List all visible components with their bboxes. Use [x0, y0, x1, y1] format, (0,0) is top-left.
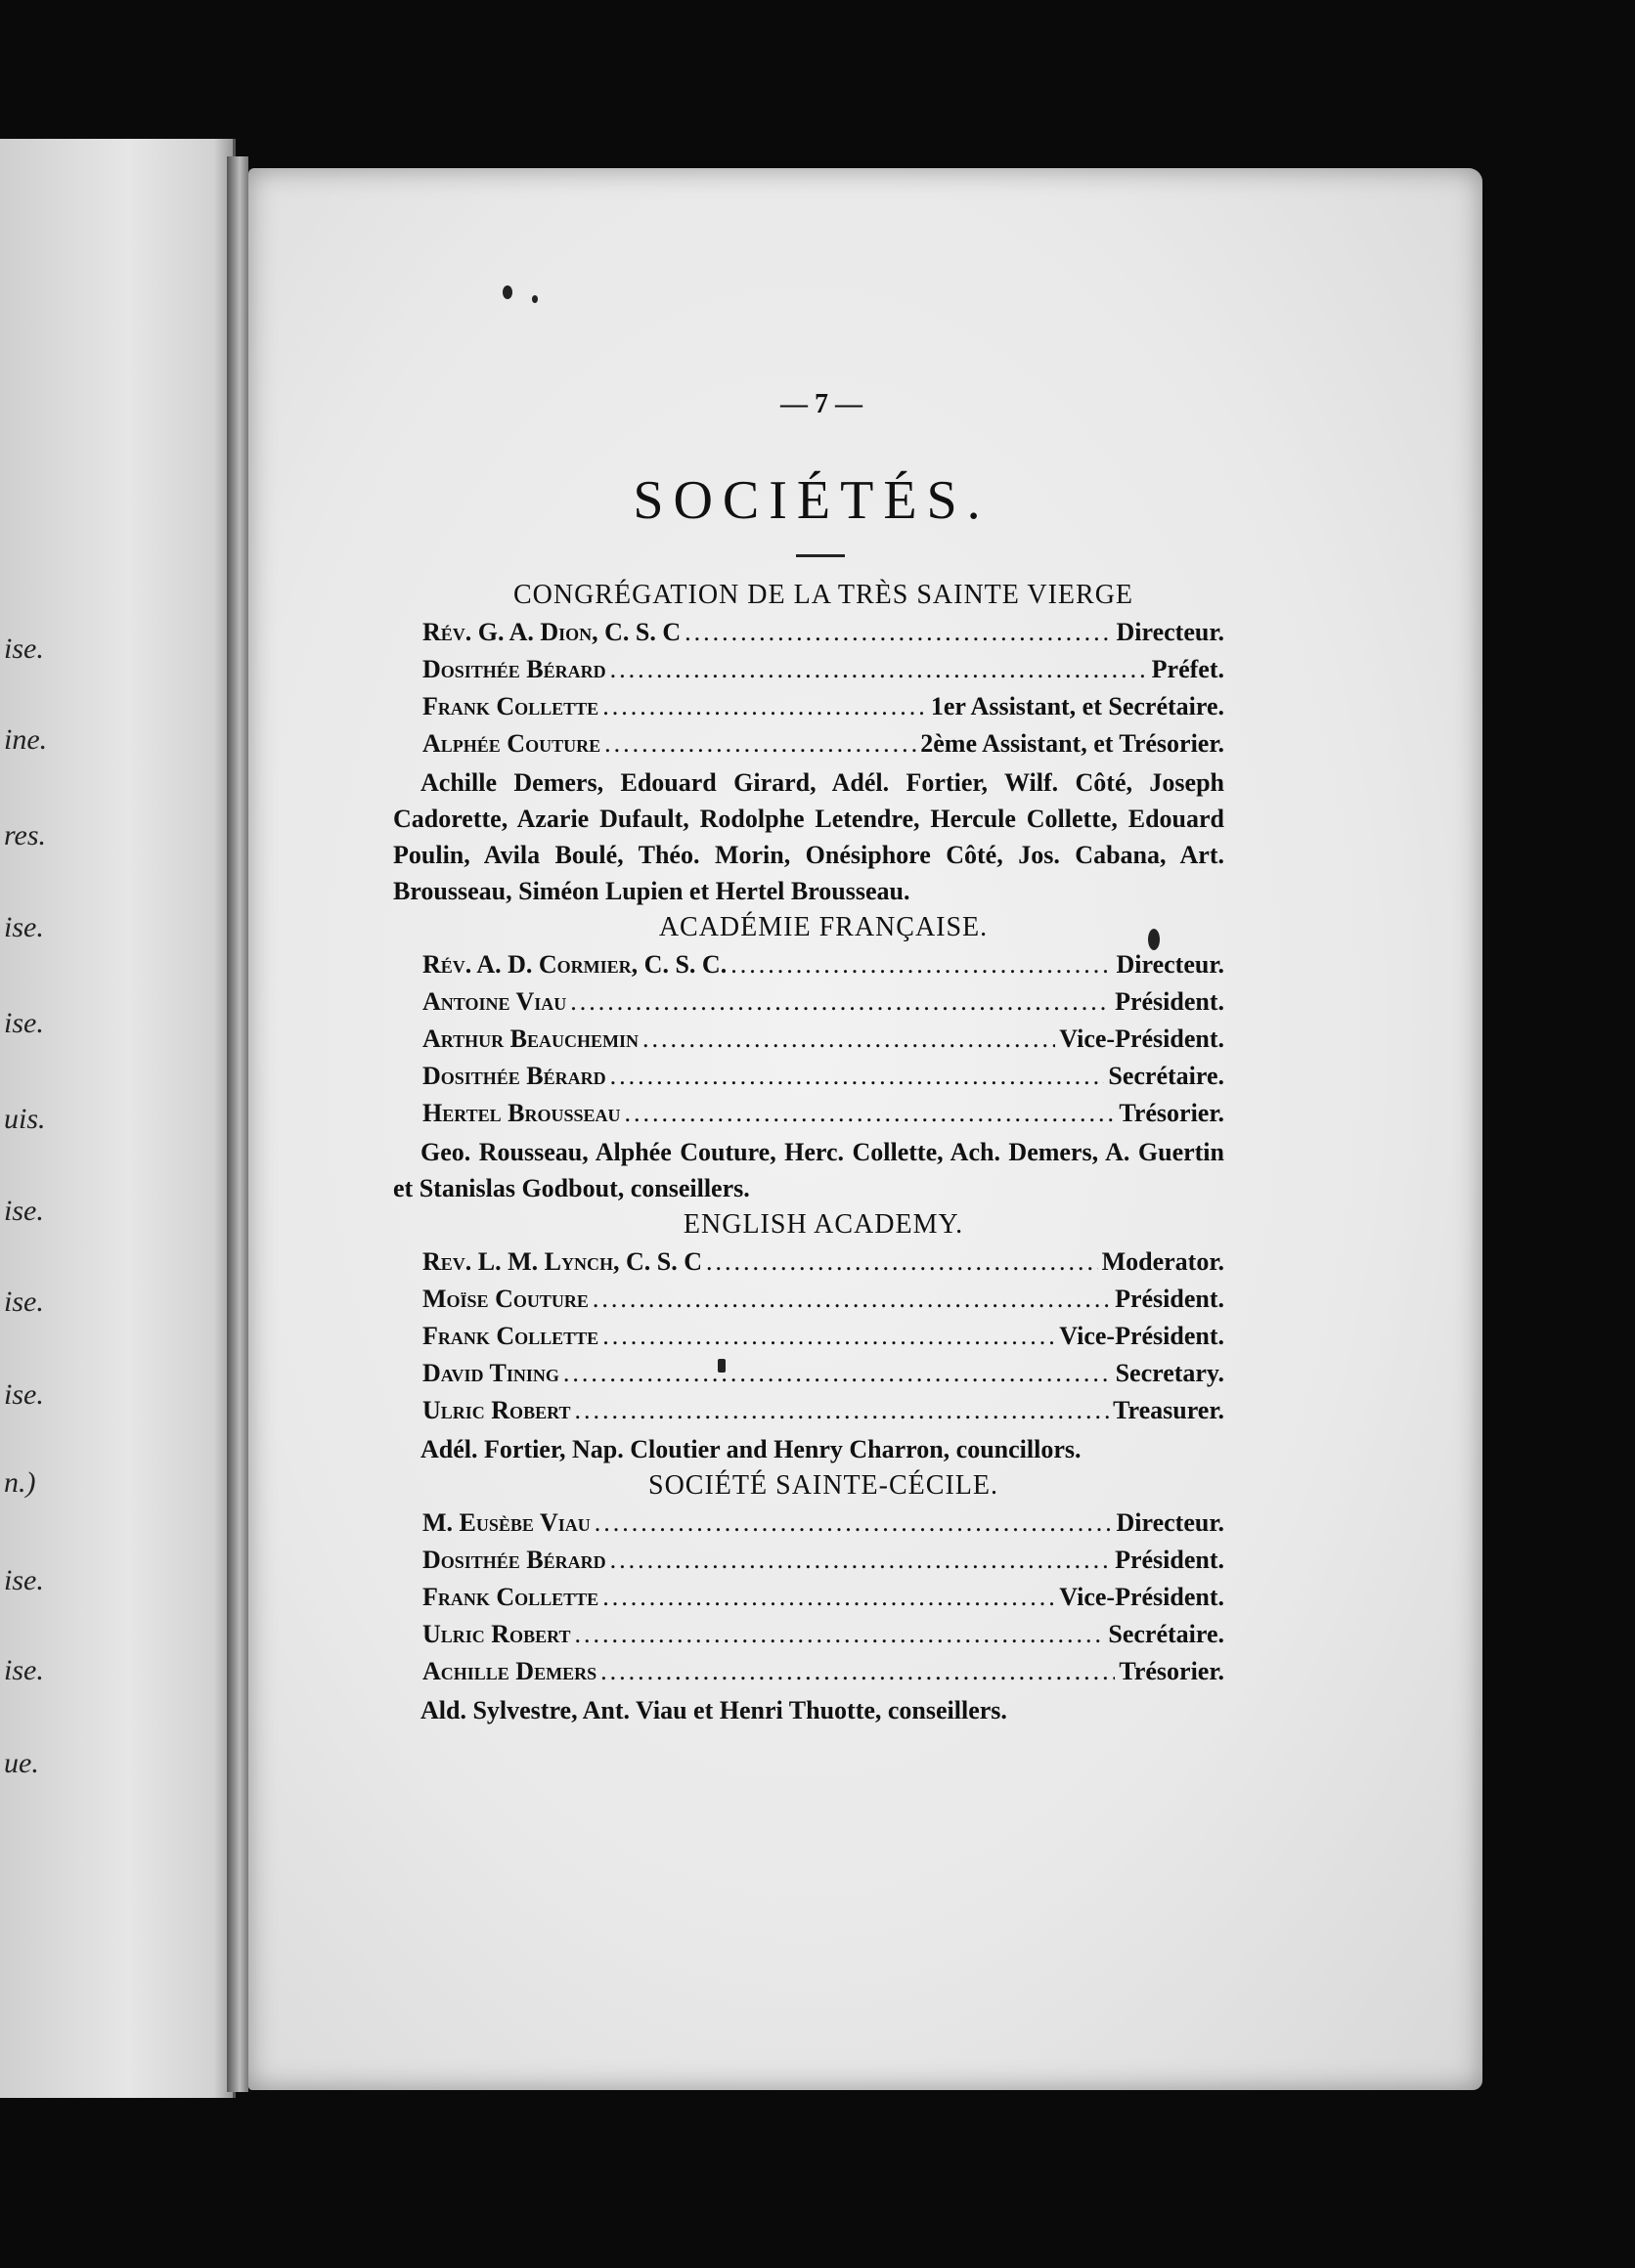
officer-row — [422, 1392, 1224, 1429]
officer-name: Ulric Robert — [422, 1620, 571, 1648]
left-fragment: ise. — [4, 632, 44, 665]
left-fragment: ise. — [4, 1378, 44, 1411]
officer-name: M. Eusèbe Viau — [422, 1508, 591, 1537]
left-fragment: uis. — [4, 1103, 46, 1135]
officer-name: Antoine Viau — [422, 987, 567, 1016]
officer-role: Président. — [1115, 1546, 1224, 1574]
officer-name: Rév. G. A. Dion, C. S. C — [422, 618, 682, 646]
section-heading: ACADÉMIE FRANÇAISE. — [658, 912, 989, 942]
left-fragment: ine. — [4, 723, 48, 756]
officer-row — [422, 946, 1224, 983]
officer-role: Président. — [1115, 987, 1224, 1016]
ink-speck — [532, 295, 538, 303]
officer-role: Secrétaire. — [1108, 1062, 1224, 1090]
officer-row — [422, 688, 1224, 725]
officer-name: Dosithée Bérard — [422, 655, 606, 683]
officer-role: Treasurer. — [1113, 1396, 1224, 1424]
left-fragment: ise. — [4, 1654, 44, 1686]
officer-name: Dosithée Bérard — [422, 1546, 606, 1574]
book-binding — [227, 156, 248, 2092]
officer-role: Directeur. — [1116, 618, 1224, 646]
officer-row — [422, 1653, 1224, 1690]
members-paragraph: Achille Demers, Edouard Girard, Adél. Fortier, Wilf. Côté, Joseph Cadorette, Azarie Dufault, Rodolphe Letendre, Hercule Collette, Edouard Poulin, Avila Boulé, Théo. Morin, Onésiphore Côté, Jos. Cabana, Art. Brousseau, Siméon Lupien et Hertel Brousseau. — [393, 768, 1224, 905]
officer-name: Ulric Robert — [422, 1396, 571, 1424]
left-fragment: ise. — [4, 1195, 44, 1227]
officer-name: Frank Collette — [422, 1583, 599, 1611]
section-english-academy — [422, 1206, 1224, 1467]
left-fragment: n.) — [4, 1466, 36, 1499]
officer-name: Dosithée Bérard — [422, 1062, 606, 1090]
section-heading: SOCIÉTÉ SAINTE-CÉCILE. — [648, 1470, 998, 1501]
officer-row — [422, 983, 1224, 1021]
officer-row — [422, 1281, 1224, 1318]
officer-row — [422, 1579, 1224, 1616]
section-congregation — [393, 577, 1224, 909]
officer-role: Moderator. — [1101, 1247, 1224, 1276]
officer-role: Secretary. — [1115, 1359, 1224, 1387]
members-paragraph: Geo. Rousseau, Alphée Couture, Herc. Collette, Ach. Demers, A. Guertin et Stanislas Godbout, conseillers. — [393, 1138, 1224, 1202]
officer-row — [422, 1318, 1224, 1355]
officer-row — [422, 1058, 1224, 1095]
page-title: SOCIÉTÉS. — [633, 470, 991, 531]
officer-row — [422, 1021, 1224, 1058]
title-rule — [796, 554, 845, 557]
officer-row — [422, 1095, 1224, 1132]
section-heading: ENGLISH ACADEMY. — [683, 1209, 964, 1240]
officer-role: Trésorier. — [1119, 1657, 1224, 1685]
officer-name: David Tining — [422, 1359, 559, 1387]
left-fragment: ue. — [4, 1747, 39, 1779]
officer-role: Vice-Président. — [1059, 1025, 1224, 1053]
officer-role: 1er Assistant, et Secrétaire. — [930, 692, 1224, 720]
left-fragment: ise. — [4, 1286, 44, 1318]
left-fragment: ise. — [4, 1564, 44, 1596]
officer-role: Vice-Président. — [1059, 1322, 1224, 1350]
officer-role: 2ème Assistant, et Trésorier. — [920, 729, 1224, 758]
officer-role: Directeur. — [1116, 1508, 1224, 1537]
societies-list — [393, 577, 1224, 1728]
officer-row — [422, 614, 1224, 651]
officer-name: Rev. L. M. Lynch, C. S. C — [422, 1247, 703, 1276]
ink-speck — [503, 285, 512, 299]
members-paragraph: Adél. Fortier, Nap. Cloutier and Henry Charron, councillors. — [420, 1435, 1082, 1463]
members-paragraph: Ald. Sylvestre, Ant. Viau et Henri Thuotte, conseillers. — [420, 1696, 1007, 1724]
officer-name: Rév. A. D. Cormier, C. S. C. — [422, 950, 728, 979]
officer-role: Vice-Président. — [1059, 1583, 1224, 1611]
officer-name: Hertel Brousseau — [422, 1099, 621, 1127]
officer-row — [422, 1616, 1224, 1653]
officer-name: Alphée Couture — [422, 729, 601, 758]
section-heading: CONGRÉGATION DE LA TRÈS SAINTE VIERGE — [512, 580, 1134, 610]
officer-row — [422, 1243, 1224, 1281]
officer-role: Président. — [1115, 1285, 1224, 1313]
officer-role: Préfet. — [1151, 655, 1224, 683]
officer-name: Achille Demers — [422, 1657, 597, 1685]
page-number: — 7 — — [780, 389, 862, 419]
officer-row — [422, 651, 1224, 688]
officer-name: Arthur Beauchemin — [422, 1025, 639, 1053]
officer-role: Trésorier. — [1119, 1099, 1224, 1127]
officer-name: Frank Collette — [422, 1322, 599, 1350]
officer-name: Moïse Couture — [422, 1285, 589, 1313]
officer-row — [422, 725, 1224, 763]
officer-row — [422, 1505, 1224, 1542]
officer-row — [422, 1542, 1224, 1579]
officer-role: Secrétaire. — [1108, 1620, 1224, 1648]
left-fragment: ise. — [4, 1007, 44, 1039]
section-academie-francaise — [393, 909, 1224, 1206]
officer-role: Directeur. — [1116, 950, 1224, 979]
officer-name: Frank Collette — [422, 692, 599, 720]
officer-row — [422, 1355, 1224, 1392]
section-sainte-cecile — [422, 1467, 1224, 1728]
previous-page-edge — [0, 139, 236, 2098]
left-fragment: ise. — [4, 911, 44, 943]
left-fragment: res. — [4, 819, 47, 851]
